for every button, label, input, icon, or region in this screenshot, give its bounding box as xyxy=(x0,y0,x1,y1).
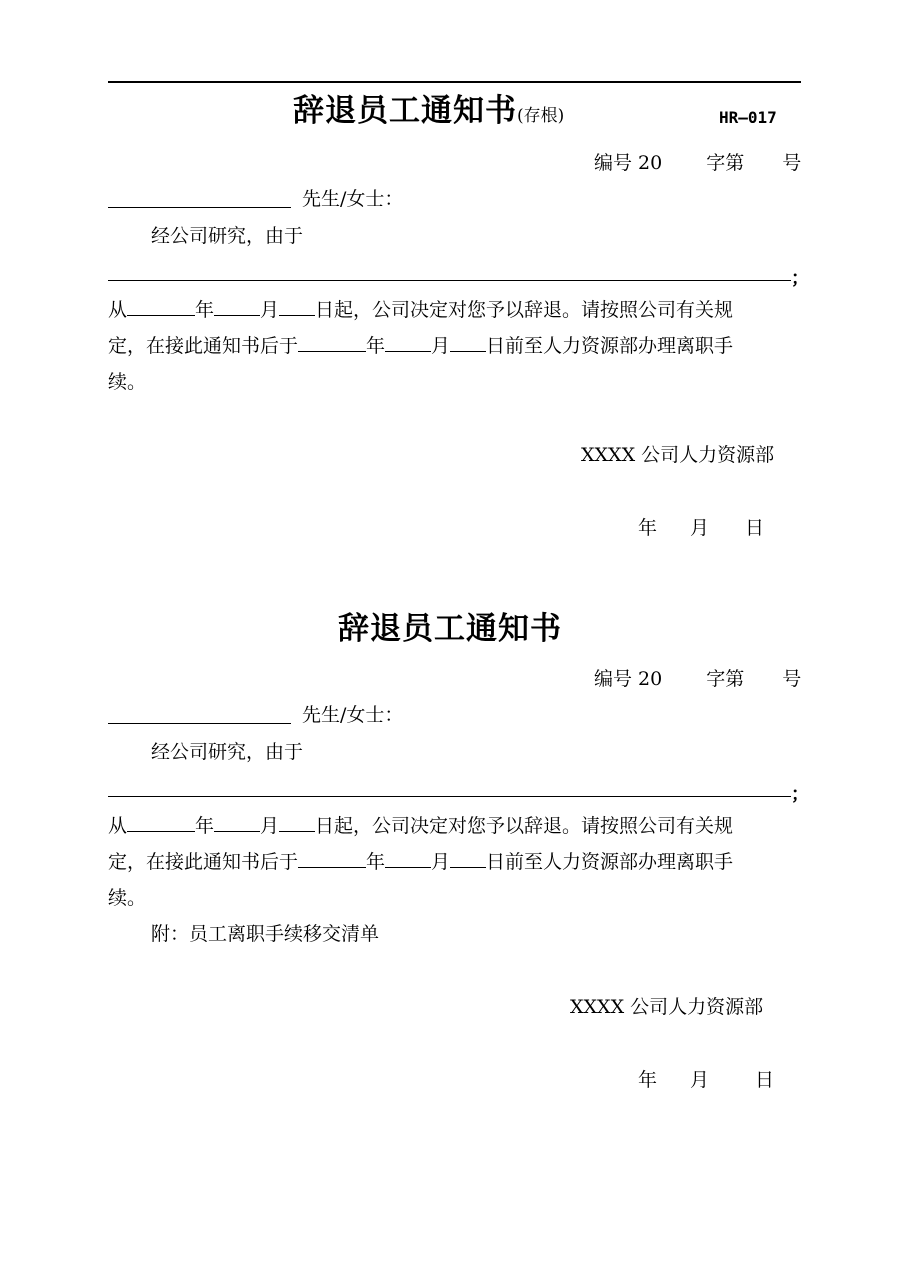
notice-body-line2: 定，在接此通知书后于 年 月 日前至人力资源部办理离职手 xyxy=(108,851,734,873)
notice-line-end: ； xyxy=(791,784,809,805)
stub-by-month-blank[interactable] xyxy=(385,333,431,352)
stub-line-end: ； xyxy=(791,268,809,289)
stub-reason-line[interactable] xyxy=(108,280,791,281)
stub-body-line2: 定，在接此通知书后于 年 月 日前至人力资源部办理离职手 xyxy=(108,335,734,357)
notice-reason-line[interactable] xyxy=(108,796,791,797)
notice-body-line3: 续。 xyxy=(108,887,147,909)
stub-salutation: 先生/女士： xyxy=(302,188,404,210)
stub-body-line1: 从 年 月 日起，公司决定对您予以辞退。请按照公司有关规 xyxy=(108,299,734,321)
stub-body-line3: 续。 xyxy=(108,371,147,393)
stub-title: 辞退员工通知书(存根) xyxy=(293,93,565,129)
stub-from-year-blank[interactable] xyxy=(127,297,195,316)
notice-title: 辞退员工通知书 xyxy=(338,611,562,647)
top-rule xyxy=(108,81,801,83)
stub-date-line: 年 月 日 xyxy=(638,517,765,539)
stub-signer: XXXX 公司人力资源部 xyxy=(581,444,775,466)
notice-date-line: 年 月 日 xyxy=(638,1069,775,1091)
stub-name-blank[interactable] xyxy=(108,189,291,208)
notice-number-line: 编号 20 字第 号 xyxy=(594,668,802,690)
form-code: HR—017 xyxy=(719,108,777,127)
notice-by-month-blank[interactable] xyxy=(385,849,431,868)
notice-from-month-blank[interactable] xyxy=(214,813,260,832)
notice-from-year-blank[interactable] xyxy=(127,813,195,832)
stub-from-day-blank[interactable] xyxy=(279,297,315,316)
notice-reason-intro: 经公司研究，由于 xyxy=(151,741,304,763)
notice-from-day-blank[interactable] xyxy=(279,813,315,832)
notice-body-line1: 从 年 月 日起，公司决定对您予以辞退。请按照公司有关规 xyxy=(108,815,734,837)
notice-salutation: 先生/女士： xyxy=(302,704,404,726)
stub-from-month-blank[interactable] xyxy=(214,297,260,316)
notice-name-blank[interactable] xyxy=(108,705,291,724)
notice-attachment: 附：员工离职手续移交清单 xyxy=(151,923,380,945)
notice-signer: XXXX 公司人力资源部 xyxy=(570,996,764,1018)
notice-by-year-blank[interactable] xyxy=(298,849,366,868)
stub-reason-intro: 经公司研究，由于 xyxy=(151,225,304,247)
stub-title-note: (存根) xyxy=(517,106,565,126)
stub-by-year-blank[interactable] xyxy=(298,333,366,352)
stub-number-line: 编号 20 字第 号 xyxy=(594,152,802,174)
notice-by-day-blank[interactable] xyxy=(450,849,486,868)
stub-by-day-blank[interactable] xyxy=(450,333,486,352)
